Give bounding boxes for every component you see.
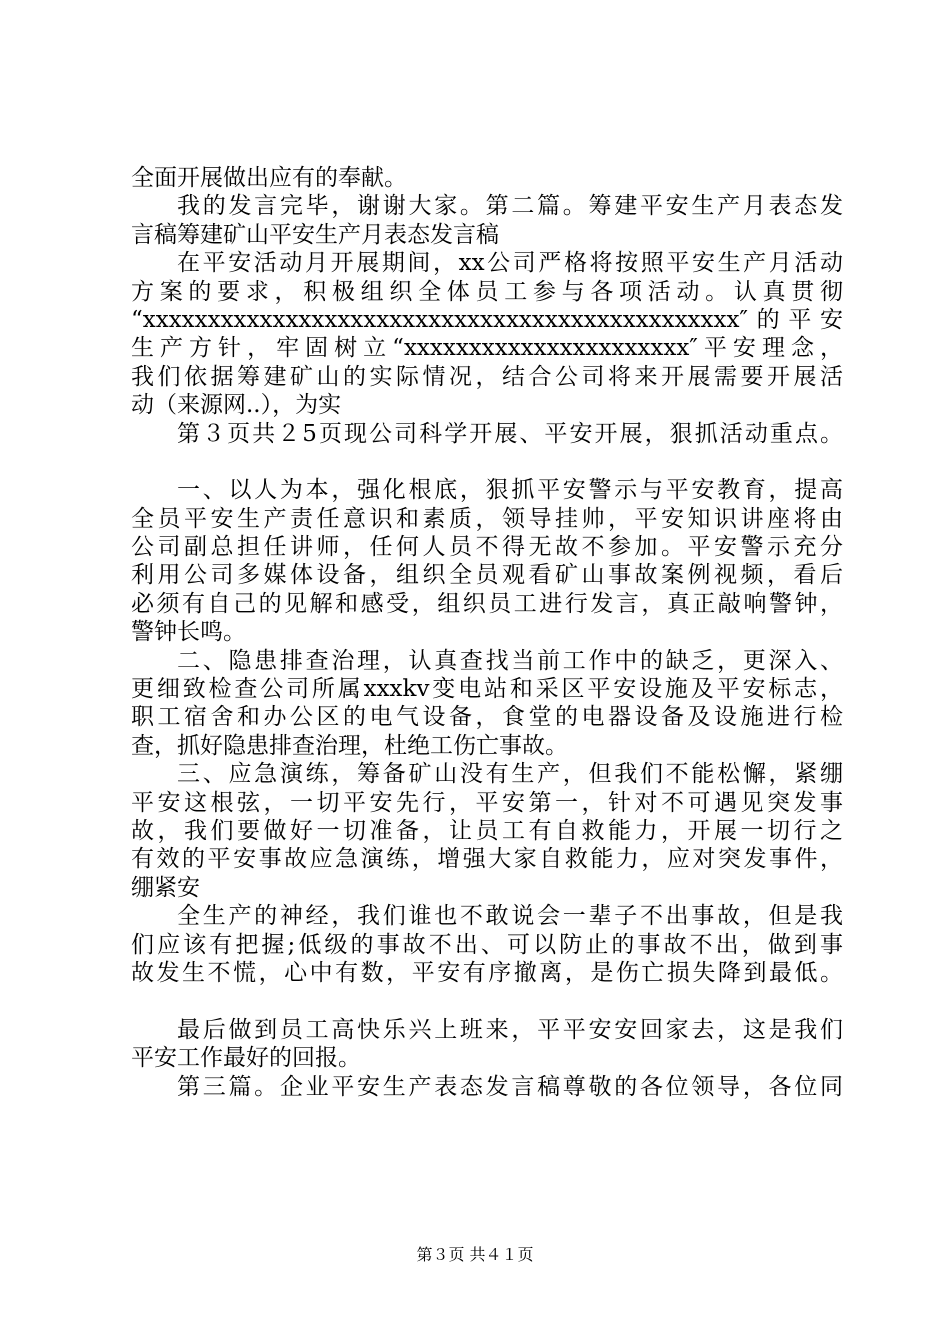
text-line: 全面开展做出应有的奉献。 — [131, 165, 407, 191]
text-line: 查，抓好隐患排查治理，杜绝工伤亡事故。 — [131, 732, 568, 759]
text-line: 全员平安生产责任意识和素质，领导挂帅，平安知识讲座将由 — [131, 505, 843, 532]
text-line: 我们依据筹建矿山的实际情况，结合公司将来开展需要开展活 — [131, 363, 843, 390]
text-line: 平安这根弦，一切平安先行，平安第一，针对不可遇见突发事 — [131, 789, 843, 816]
text-line: 第三篇。企业平安生产表态发言稿尊敬的各位领导，各位同 — [177, 1073, 843, 1100]
text-line: 一、以人为本，强化根底，狠抓平安警示与平安教育，提高 — [177, 477, 843, 504]
text-line: 最后做到员工高快乐兴上班来，平平安安回家去，这是我们 — [177, 1016, 843, 1043]
text-line: 有效的平安事故应急演练，增强大家自救能力，应对突发事件， — [131, 846, 843, 873]
paragraph-gap — [131, 987, 843, 1015]
text-line: 生产方针，牢固树立“xxxxxxxxxxxxxxxxxxxxxx″平安理念， — [131, 335, 843, 362]
text-line: 第３页共２5页现公司科学开展、平安开展，狠抓活动重点。 — [177, 420, 843, 447]
text-line: 在平安活动月开展期间，xx公司严格将按照平安生产月活动 — [177, 250, 843, 277]
text-line: 故，我们要做好一切准备，让员工有自救能力，开展一切行之 — [131, 817, 843, 844]
text-line: 平安工作最好的回报。 — [131, 1045, 361, 1072]
text-line: 职工宿舍和办公区的电气设备，食堂的电器设备及设施进行检 — [131, 704, 843, 731]
text-line: 公司副总担任讲师，任何人员不得无故不参加。平安警示充分 — [131, 534, 843, 561]
text-line: 必须有自己的见解和感受，组织员工进行发言，真正敲响警钟， — [131, 590, 843, 617]
text-line: 故发生不慌，心中有数，平安有序撤离，是伤亡损失降到最低。 — [131, 959, 843, 986]
text-line: 二、隐患排查治理，认真查找当前工作中的缺乏，更深入、 — [177, 647, 843, 674]
text-line: 警钟长鸣。 — [131, 619, 246, 646]
text-line: 动（来源网..），为实 — [131, 392, 342, 419]
text-line: “xxxxxxxxxxxxxxxxxxxxxxxxxxxxxxxxxxxxxxxxxxxxxx″的平安 — [131, 306, 843, 333]
page-footer: 第３页 共４１页 — [416, 1245, 534, 1264]
text-line: 绷紧安 — [131, 874, 200, 901]
text-line: 更细致检查公司所属xxxkv变电站和采区平安设施及平安标志， — [131, 676, 843, 703]
text-line: 方案的要求，积极组织全体员工参与各项活动。认真贯彻 — [131, 278, 843, 305]
text-line: 三、应急演练，筹备矿山没有生产，但我们不能松懈，紧绷 — [177, 761, 843, 788]
text-line: 全生产的神经，我们谁也不敢说会一辈子不出事故，但是我 — [177, 903, 843, 930]
paragraph-gap — [131, 448, 843, 476]
text-line: 我的发言完毕，谢谢大家。第二篇。筹建平安生产月表态发 — [177, 193, 843, 220]
text-line: 们应该有把握;低级的事故不出、可以防止的事故不出，做到事 — [131, 931, 843, 958]
text-line: 言稿筹建矿山平安生产月表态发言稿 — [131, 221, 499, 248]
text-line: 利用公司多媒体设备，组织全员观看矿山事故案例视频，看后 — [131, 562, 843, 589]
document-body — [131, 164, 843, 1101]
